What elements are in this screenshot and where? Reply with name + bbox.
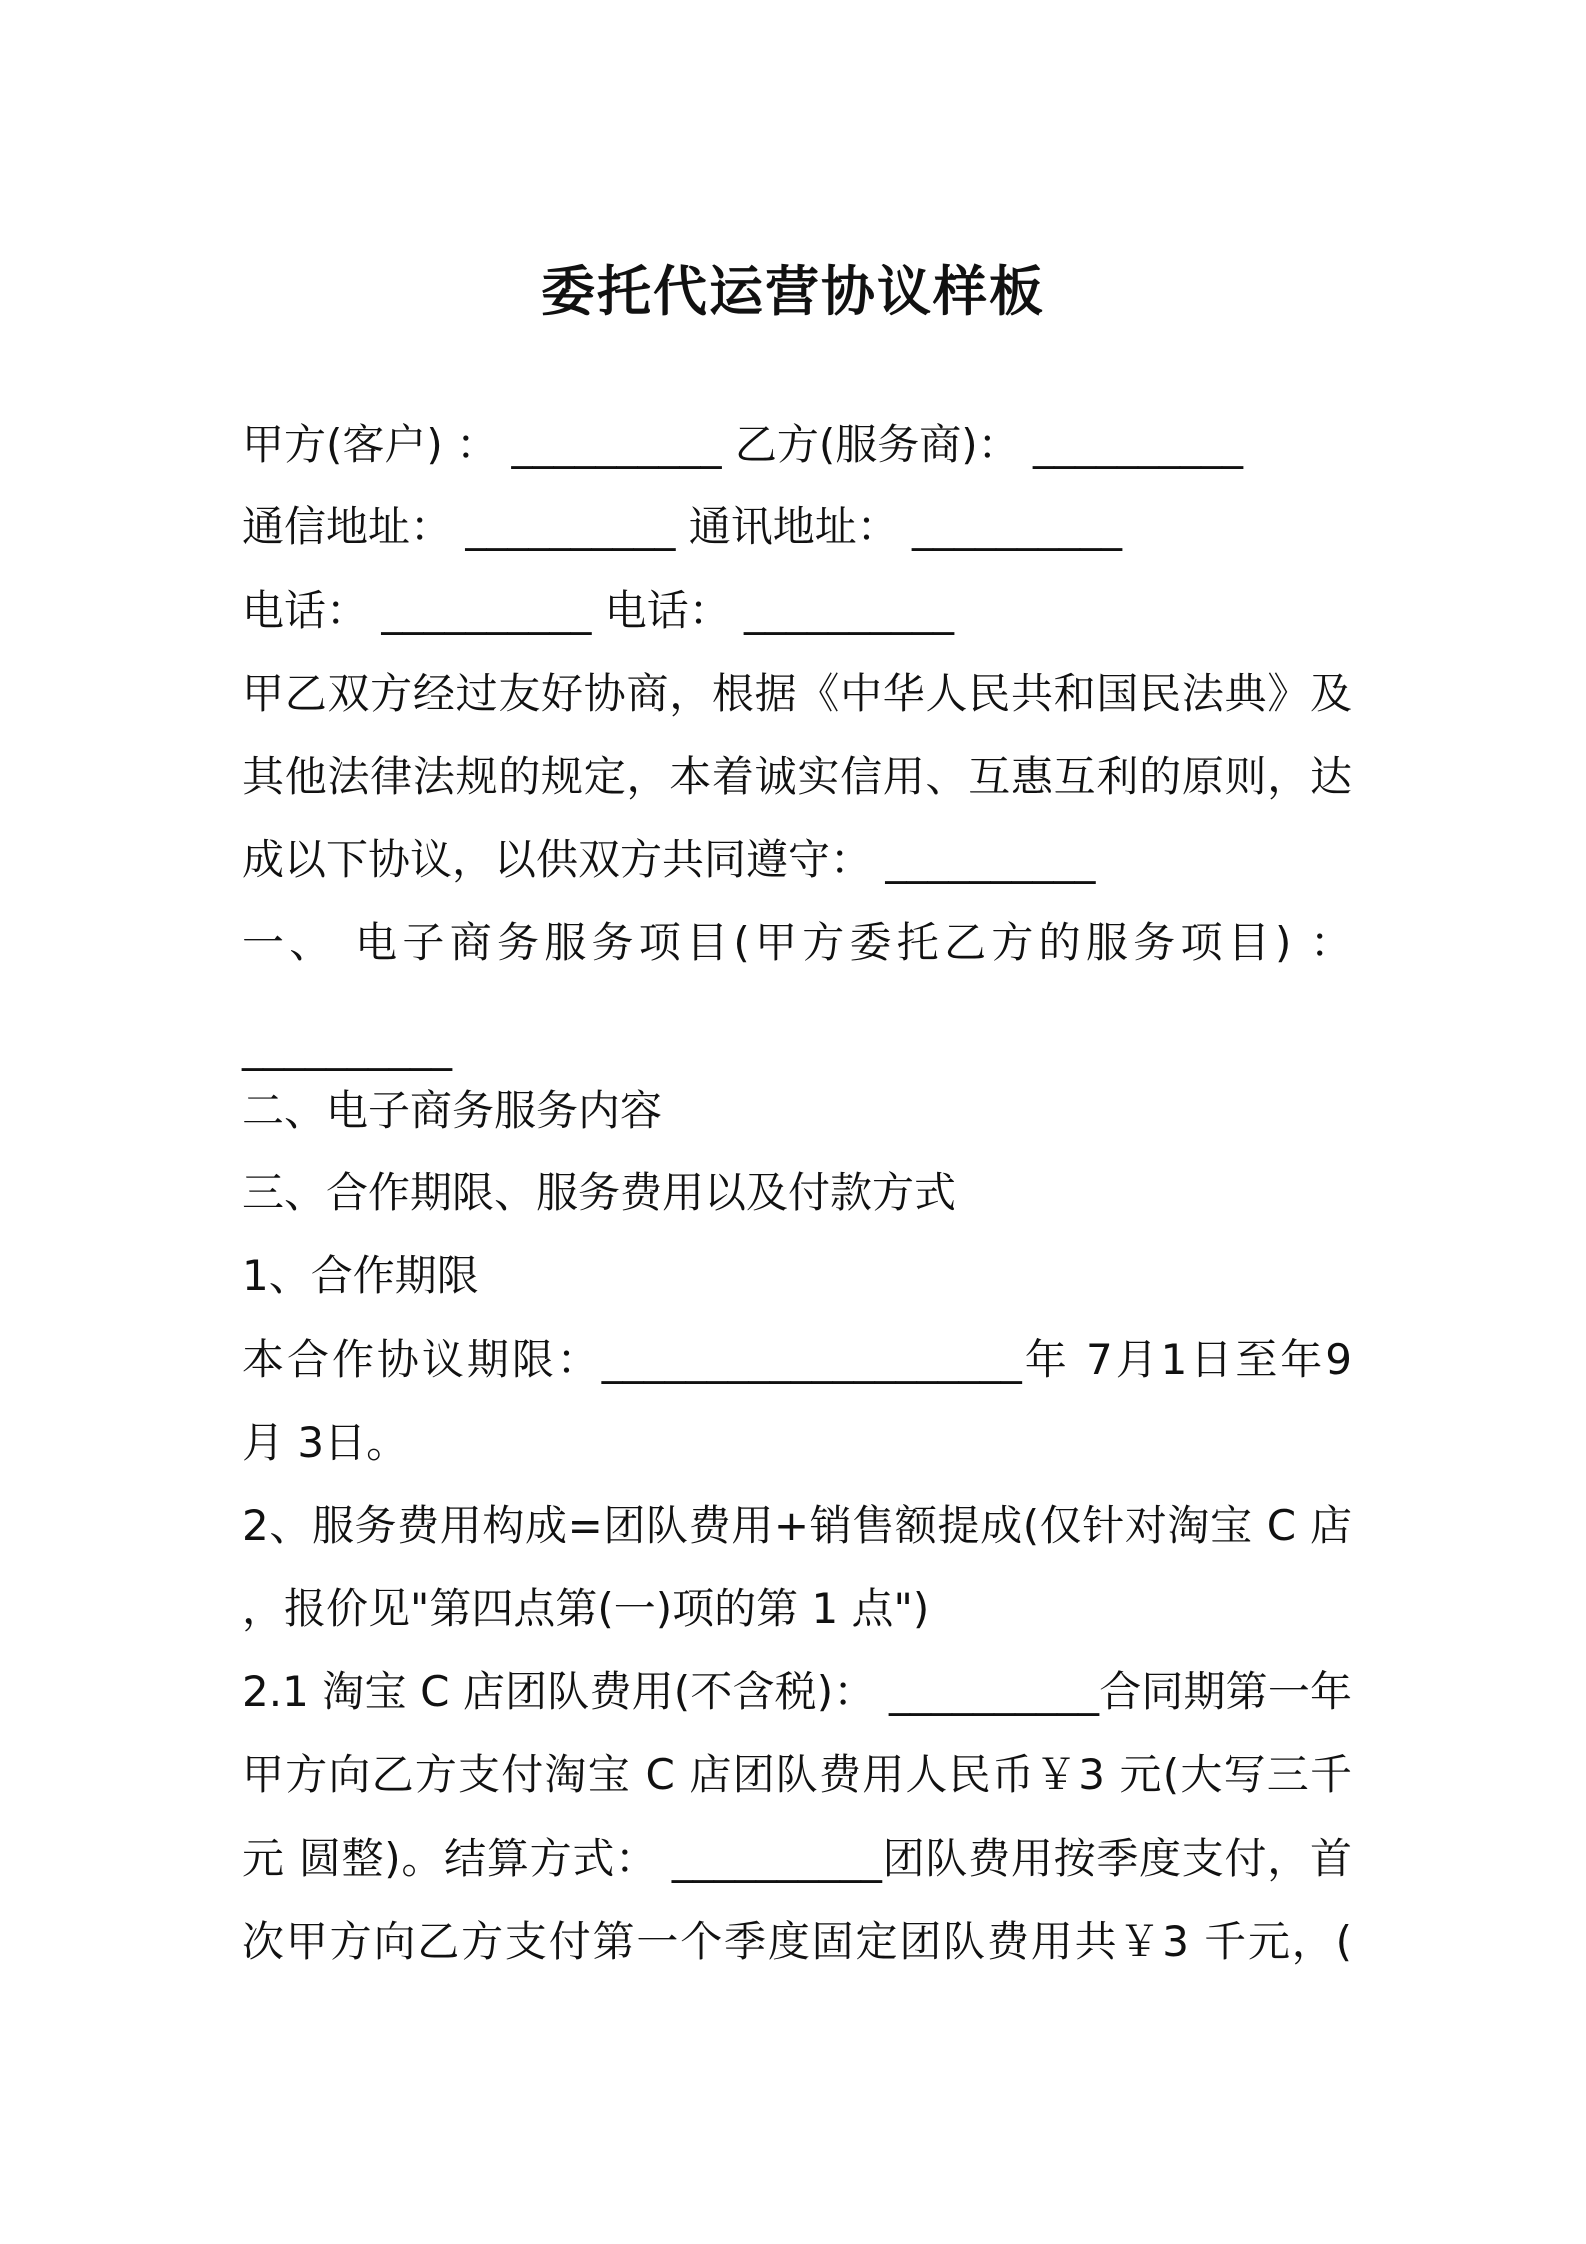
preamble-line-2: 其他法律法规的规定，本着诚实信用、互惠互利的原则，达 — [242, 752, 1352, 801]
address-line: 通信地址： __________ 通讯地址： __________ — [242, 502, 1123, 551]
team-fee-line-3: 元 圆整)。结算方式： __________团队费用按季度支付，首 — [242, 1834, 1352, 1883]
team-fee-line-2: 甲方向乙方支付淘宝 C 店团队费用人民币￥3 元(大写三千 — [242, 1750, 1352, 1799]
term-line-2: 月 3日。 — [242, 1418, 409, 1467]
preamble-line-3: 成以下协议，以供双方共同遵守： __________ — [242, 835, 1096, 884]
clause-1-heading: 1、合作期限 — [242, 1251, 479, 1300]
team-fee-line-4: 次甲方向乙方支付第一个季度固定团队费用共￥3 千元，( — [242, 1917, 1352, 1966]
team-fee-line-1: 2.1 淘宝 C 店团队费用(不含税)： __________合同期第一年 — [242, 1667, 1352, 1716]
term-line-1: 本合作协议期限：____________________年 7月1日至年9 — [242, 1335, 1352, 1384]
fee-structure-line-2: ，报价见"第四点第(一)项的第 1 点") — [242, 1584, 930, 1633]
phone-line: 电话： __________ 电话： __________ — [242, 586, 955, 635]
document-title: 委托代运营协议样板 — [541, 260, 1045, 323]
section-2-heading: 二、电子商务服务内容 — [242, 1086, 663, 1135]
section-1-heading: 一、 电子商务服务项目(甲方委托乙方的服务项目) ： — [242, 918, 1352, 967]
preamble-line-1: 甲乙双方经过友好协商，根据《中华人民共和国民法典》及 — [242, 669, 1352, 718]
section-1-blank: __________ — [242, 1022, 452, 1071]
section-3-heading: 三、合作期限、服务费用以及付款方式 — [242, 1168, 957, 1217]
fee-structure-line-1: 2、服务费用构成=团队费用+销售额提成(仅针对淘宝 C 店 — [242, 1501, 1352, 1550]
party-names-line: 甲方(客户) ： __________ 乙方(服务商)： __________ — [242, 420, 1243, 469]
